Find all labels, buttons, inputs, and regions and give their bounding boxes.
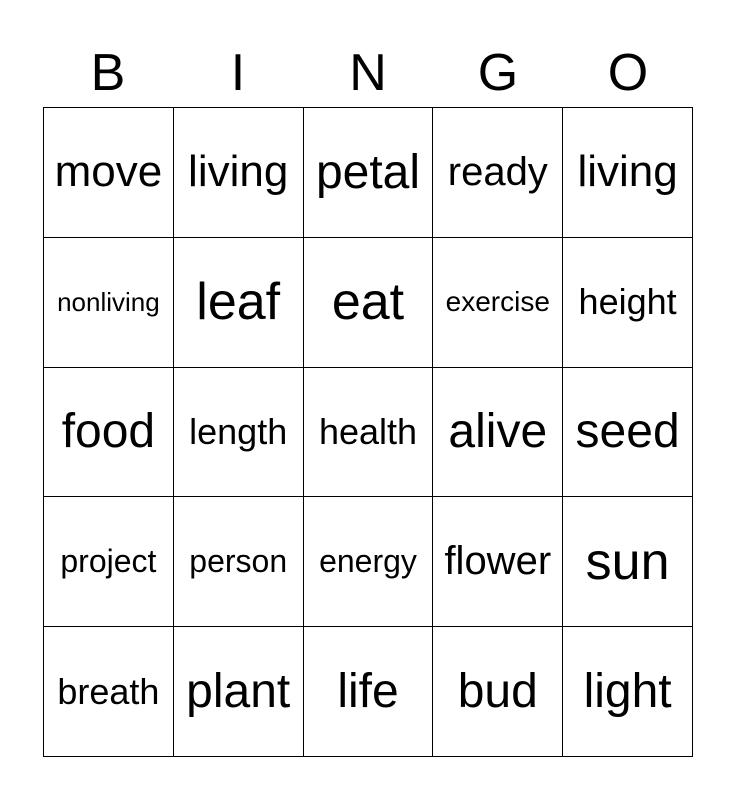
- header-letter-g: G: [477, 44, 519, 102]
- bingo-cell[interactable]: height: [563, 238, 693, 368]
- bingo-cell[interactable]: length: [174, 368, 304, 498]
- header-letter-o: O: [607, 44, 649, 102]
- bingo-cell[interactable]: seed: [563, 368, 693, 498]
- bingo-cell[interactable]: living: [563, 108, 693, 238]
- header-letter-n: N: [349, 44, 387, 102]
- bingo-board: [43, 107, 693, 757]
- bingo-cell[interactable]: person: [174, 497, 304, 627]
- header-letter-b: B: [90, 44, 126, 102]
- bingo-cell[interactable]: living: [174, 108, 304, 238]
- bingo-cell[interactable]: alive: [433, 368, 563, 498]
- header-letter-i: I: [230, 44, 246, 102]
- bingo-cell[interactable]: petal: [304, 108, 434, 238]
- bingo-cell[interactable]: project: [44, 497, 174, 627]
- bingo-cell[interactable]: breath: [44, 627, 174, 757]
- bingo-cell[interactable]: ready: [433, 108, 563, 238]
- bingo-header: [43, 40, 693, 106]
- bingo-cell[interactable]: life: [304, 627, 434, 757]
- bingo-cell[interactable]: bud: [433, 627, 563, 757]
- bingo-cell[interactable]: exercise: [433, 238, 563, 368]
- bingo-cell[interactable]: flower: [433, 497, 563, 627]
- bingo-cell[interactable]: nonliving: [44, 238, 174, 368]
- bingo-cell[interactable]: eat: [304, 238, 434, 368]
- bingo-cell[interactable]: sun: [563, 497, 693, 627]
- bingo-cell[interactable]: plant: [174, 627, 304, 757]
- bingo-cell[interactable]: health: [304, 368, 434, 498]
- bingo-cell[interactable]: move: [44, 108, 174, 238]
- bingo-cell[interactable]: energy: [304, 497, 434, 627]
- bingo-cell[interactable]: leaf: [174, 238, 304, 368]
- bingo-cell[interactable]: food: [44, 368, 174, 498]
- bingo-cell[interactable]: light: [563, 627, 693, 757]
